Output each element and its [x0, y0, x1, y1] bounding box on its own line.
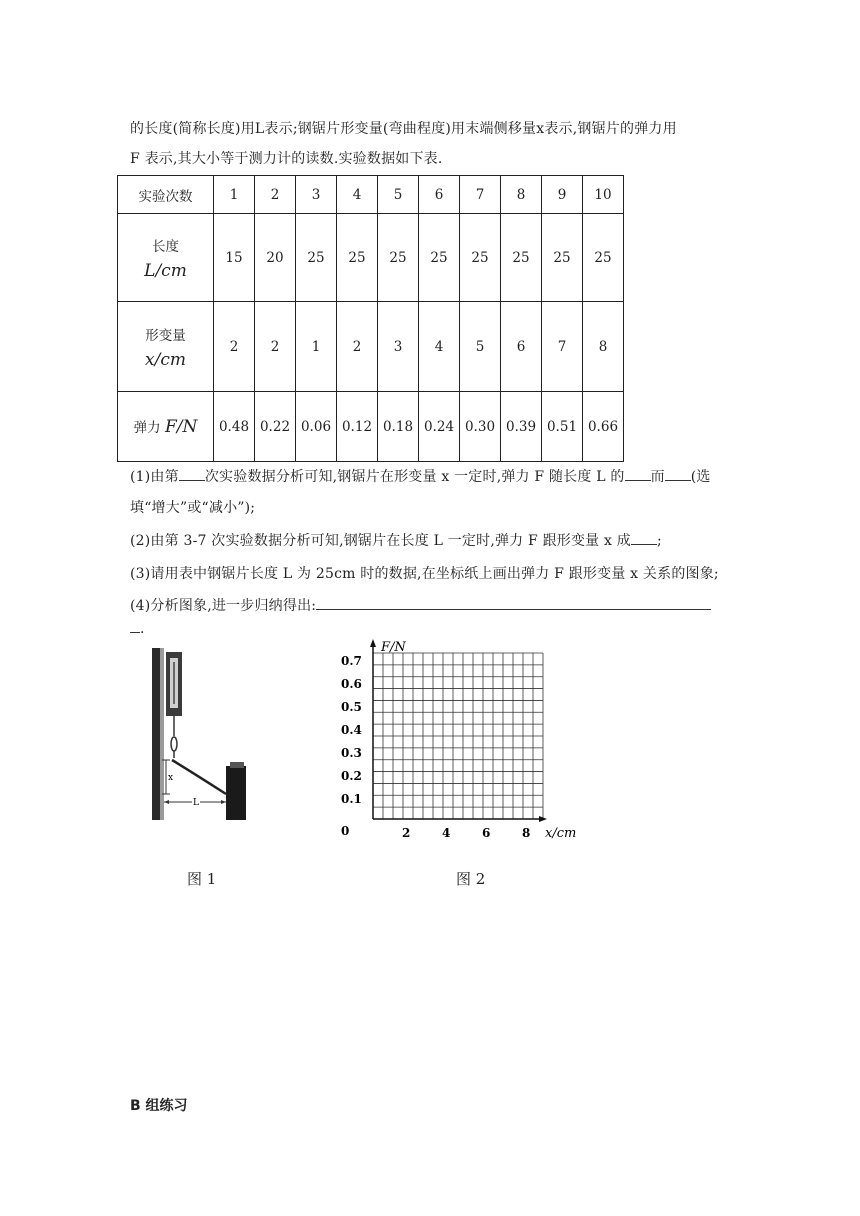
clamp-top	[230, 762, 244, 768]
row-label-deform	[118, 302, 214, 392]
x-tick-label: 4	[442, 826, 451, 840]
figure-1-caption: 图 1	[187, 870, 217, 888]
q1-part-d: (选	[690, 469, 711, 485]
table-cell: 1	[296, 302, 337, 392]
table-cell: 2	[337, 302, 378, 392]
table-cell: 0.48	[214, 392, 255, 462]
intro-line-1: 的长度(简称长度)用L表示;钢锯片形变量(弯曲程度)用末端侧移量x表示,钢锯片的弹力用	[130, 121, 677, 137]
row-label-length	[118, 214, 214, 302]
row-label-force-text: 弹力	[133, 420, 161, 436]
figure-1-spring-scale-apparatus	[148, 648, 248, 820]
y-tick-label: 0.1	[341, 792, 362, 806]
table-cell: 3	[296, 176, 337, 214]
table-cell: 8	[583, 302, 624, 392]
table-cell: 0.18	[378, 392, 419, 462]
table-cell: 25	[337, 214, 378, 302]
y-tick-label: 0.7	[341, 654, 362, 668]
row-label-force	[118, 392, 214, 462]
answer-blank[interactable]	[316, 597, 711, 610]
y-tick-label: 0.3	[341, 746, 362, 760]
table-cell: 8	[501, 176, 542, 214]
answer-blank[interactable]	[625, 468, 651, 481]
row-label-deform-unit: x/cm	[145, 349, 186, 370]
x-tick-label: 6	[482, 826, 491, 840]
table-cell: 2	[255, 302, 296, 392]
table-cell: 25	[501, 214, 542, 302]
y-tick-label: 0.5	[341, 700, 362, 714]
table-row-trial	[118, 176, 624, 214]
table-cell: 25	[378, 214, 419, 302]
q4-text: (4)分析图象,进一步归纳得出:	[130, 598, 317, 614]
table-cell: 25	[583, 214, 624, 302]
answer-blank[interactable]	[665, 468, 691, 481]
l-arrow-right	[221, 800, 226, 804]
y-tick-label: 0.6	[341, 677, 362, 691]
row-label-force-unit: F/N	[164, 417, 198, 437]
x-axis-label: x/cm	[545, 826, 577, 841]
table-cell: 4	[337, 176, 378, 214]
table-cell: 0.24	[419, 392, 460, 462]
table-cell: 3	[378, 302, 419, 392]
question-4	[130, 595, 711, 615]
table-cell: 7	[460, 176, 501, 214]
question-3: (3)请用表中钢锯片长度 L 为 25cm 时的数据,在坐标纸上画出弹力 F 跟形变量 x 关系的图象;	[130, 566, 719, 582]
question-4-end	[130, 620, 145, 637]
table-row-deform	[118, 302, 624, 392]
table-cell: 0.39	[501, 392, 542, 462]
table-cell: 4	[419, 302, 460, 392]
table-cell: 25	[419, 214, 460, 302]
section-b-heading: B 组练习	[130, 1098, 188, 1114]
q2-part-a: (2)由第 3-7 次实验数据分析可知,钢锯片在长度 L 一定时,弹力 F 跟形变量 x 成	[130, 533, 631, 549]
table-cell: 7	[542, 302, 583, 392]
row-label-length-text: 长度	[152, 238, 179, 255]
clamp-block	[226, 766, 246, 820]
table-cell: 5	[378, 176, 419, 214]
answer-blank[interactable]	[631, 532, 657, 545]
wall-bar	[152, 648, 160, 820]
q4-end: .	[140, 621, 145, 637]
table-cell: 0.12	[337, 392, 378, 462]
y-axis-label: F/N	[381, 640, 406, 655]
table-cell: 5	[460, 302, 501, 392]
l-arrow-left	[164, 800, 169, 804]
table-cell: 0.06	[296, 392, 337, 462]
table-cell: 0.30	[460, 392, 501, 462]
y-tick-label: 0.2	[341, 769, 362, 783]
table-cell: 25	[460, 214, 501, 302]
table-cell: 9	[542, 176, 583, 214]
q1-part-a: (1)由第	[130, 469, 179, 485]
y-axis-arrow	[370, 639, 376, 647]
intro-line-2: F 表示,其大小等于测力计的读数.实验数据如下表.	[130, 151, 443, 167]
question-1-cont: 填“增大”或“减小”);	[130, 500, 256, 516]
answer-blank[interactable]	[130, 620, 140, 633]
row-label-length-unit: L/cm	[144, 260, 187, 281]
table-row-force	[118, 392, 624, 462]
y-tick-labels	[341, 654, 362, 806]
question-1	[130, 466, 711, 486]
table-cell: 25	[296, 214, 337, 302]
figure-2-coordinate-grid	[335, 633, 595, 848]
table-cell: 6	[501, 302, 542, 392]
row-label-deform-text: 形变量	[145, 327, 186, 344]
x-tick-label: 2	[402, 826, 411, 840]
hook-loop	[171, 737, 177, 751]
table-cell: 20	[255, 214, 296, 302]
table-cell: 2	[255, 176, 296, 214]
q1-part-b: 次实验数据分析可知,钢锯片在形变量 x 一定时,弹力 F 随长度 L 的	[204, 469, 625, 485]
table-cell: 0.66	[583, 392, 624, 462]
answer-blank[interactable]	[179, 468, 205, 481]
table-cell: 15	[214, 214, 255, 302]
table-row-length	[118, 214, 624, 302]
saw-blade	[172, 760, 226, 794]
x-label: x	[168, 773, 174, 783]
table-cell: 25	[542, 214, 583, 302]
y-tick-label: 0.4	[341, 723, 362, 737]
question-2	[130, 530, 662, 550]
x-tick-labels	[402, 826, 530, 840]
origin-label: 0	[341, 824, 350, 838]
q2-part-b: ;	[656, 533, 662, 549]
table-cell: 2	[214, 302, 255, 392]
table-cell: 0.51	[542, 392, 583, 462]
q1-part-c: 而	[650, 469, 665, 485]
table-cell: 6	[419, 176, 460, 214]
experiment-data-table	[117, 175, 624, 462]
table-cell: 0.22	[255, 392, 296, 462]
table-cell: 1	[214, 176, 255, 214]
l-label: L	[193, 798, 199, 808]
grid-lines	[373, 653, 543, 819]
x-tick-label: 8	[522, 826, 531, 840]
figure-2-caption: 图 2	[456, 870, 486, 888]
table-cell: 10	[583, 176, 624, 214]
row-label-trial: 实验次数	[118, 176, 214, 214]
